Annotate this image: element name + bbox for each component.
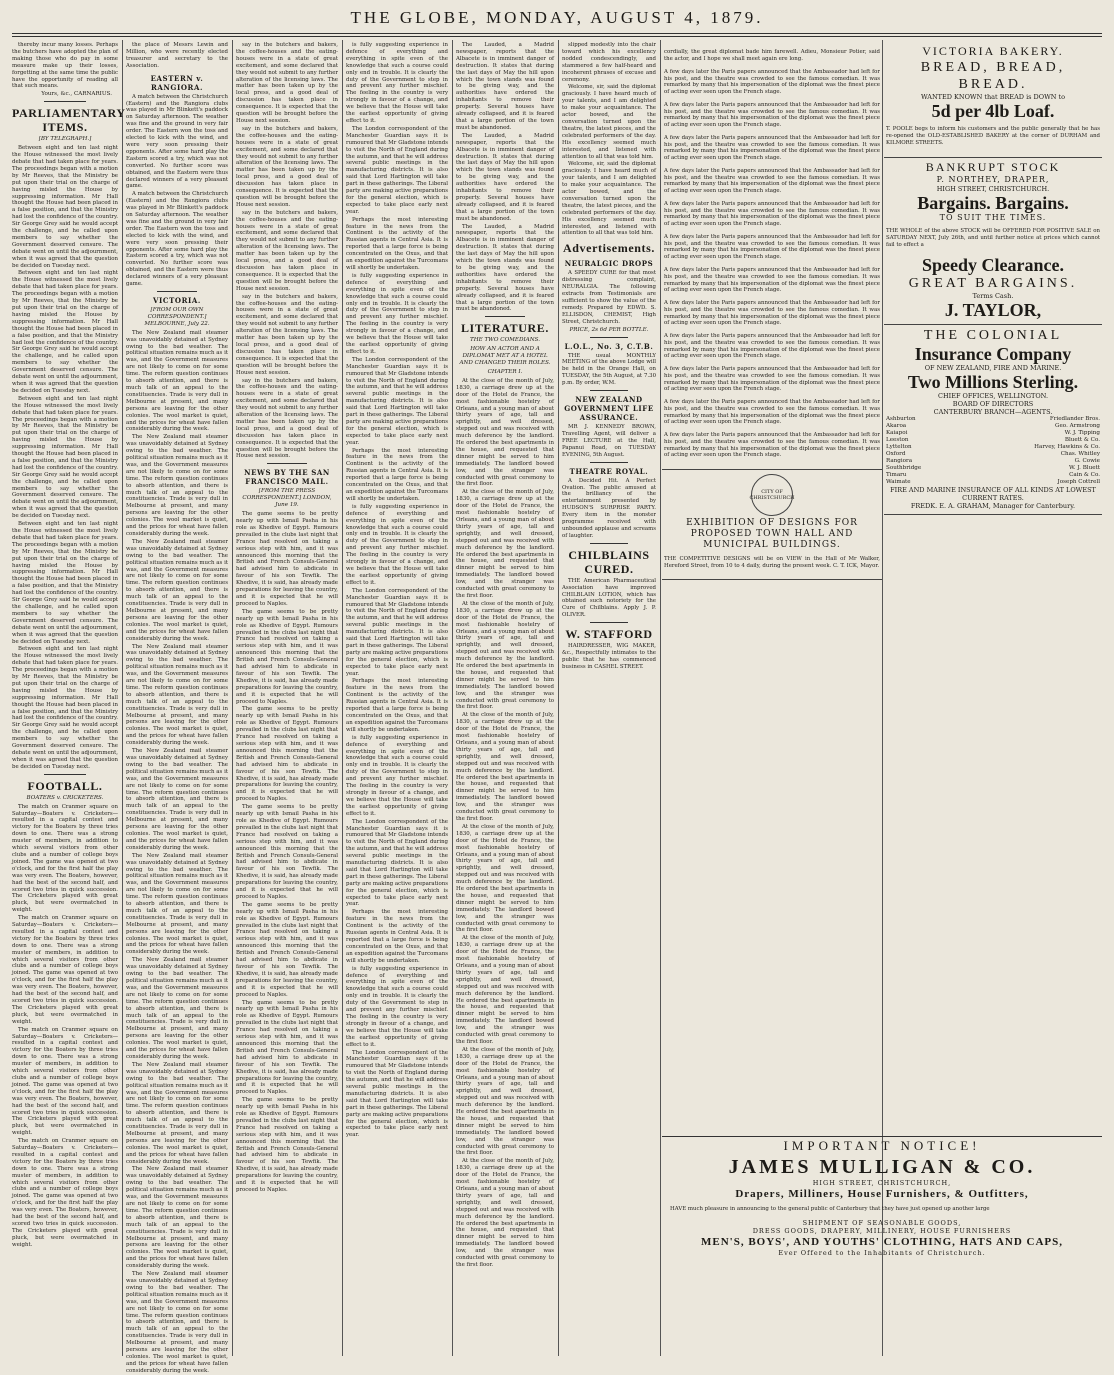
agent-town: Leeston bbox=[886, 436, 909, 443]
separator bbox=[44, 774, 86, 775]
victoria-text-9: The New Zealand mail steamer was unavoidably detained at Sydney owing to the bad weather. The political situation remains much as it was, and the Government measures are not likely to come on for some time. The reform question continues to absorb attention, and there is much talk of an appeal to the constituencies. Trade is very dull in Melbourne at present, and many persons are leaving for the other colonies. The wool market is quiet, and the prices for wheat have fallen considerably during the week. bbox=[126, 1166, 228, 1270]
mulligan-ad-address: HIGH STREET, CHRISTCHURCH, bbox=[812, 1179, 952, 1187]
victoria-heading: VICTORIA. bbox=[153, 296, 201, 305]
article-text: the place of Messrs Lewin and Million, who were recently elected treasurer and secretary to the Association. bbox=[126, 42, 228, 69]
column-2 bbox=[126, 42, 228, 1374]
agent-row bbox=[886, 472, 1100, 479]
bankrupt-stock-ad bbox=[884, 158, 1102, 325]
victoria-text-5: The New Zealand mail steamer was unavoidably detained at Sydney owing to the bad weather. The political situation remains much as it was, and the Government measures are not likely to come on for some time. The reform question continues to absorb attention, and there is much talk of an appeal to the constituencies. Trade is very dull in Melbourne at present, and many persons are leaving for the other colonies. The wool market is quiet, and the prices for wheat have fallen considerably during the week. bbox=[126, 748, 228, 851]
column-5 bbox=[456, 42, 554, 1354]
mulligan-ad-notice: IMPORTANT NOTICE! bbox=[783, 1138, 981, 1153]
bankrupt-ad-clearance: Speedy Clearance. bbox=[922, 254, 1064, 275]
story-text-7: A few days later the Paris papers announced that the Ambassador had left for his post, and the theatre was crowded to see the famous comedian. It was remarked by many that his impersonation of the diplomat was the finest piece of acting ever seen upon the French stage. bbox=[664, 233, 880, 261]
article-text-4: is fully suggesting experience in defence of everything and everything in spite even of the knowledge that such a course could only end in trouble. It is clearly the duty of the Government to step in and prevent any further mischief. The feeling in the country is very strongly in favour of a change, and we believe that the House will take the earliest opportunity of giving effect to it. bbox=[346, 272, 448, 355]
masthead bbox=[12, 8, 1102, 32]
bakery-ad-text: T. POOLE begs to inform his customers and the public generally that he has re-opened the OLD-ESTABLISHED BAKERY at the corner of DURHAM and KILMORE STREETS. bbox=[886, 126, 1100, 147]
article-text-11: The London correspondent of the Manchester Guardian says it is rumoured that Mr Gladstone intends to visit the North of England during the autumn, and that he will address several public meetings in the manufacturing districts. It is also said that Lord Hartington will take part in these gatherings. The Liberal party are making active preparations for the general election, which is expected to take place early next year. bbox=[346, 818, 448, 908]
article-text-3: The Lauded, a Madrid newspaper, reports that the Albacete is in imminent danger of destruction. It states that during the last days of May the hill upon which the town stands was found to be giving way, and the authorities have ordered the inhabitants to remove their property. Several houses have already collapsed, and it is feared that a large portion of the town must be abandoned. bbox=[456, 223, 554, 313]
football-subheading: BOATERS v. CRICKETERS. bbox=[26, 794, 104, 801]
news-heading: NEWS BY THE SAN FRANCISCO MAIL. bbox=[244, 468, 330, 487]
agent-name: W. J. Tipping bbox=[1064, 429, 1100, 436]
news-text-5: The game seems to be pretty nearly up with Ismail Pasha in his role as Khedive of Egypt. Rumours prevailed in the clubs last night that France had resolved on taking a serious step with him, and it was announced this morning that the British and French Consuls-General had advised him to abdicate in favour of his son Tewfik. The Khedive, it is said, has already made preparations for leaving the country, and it is expected that he will proceed to Naples. bbox=[236, 901, 338, 998]
news-text-3: The game seems to be pretty nearly up with Ismail Pasha in his role as Khedive of Egypt. Rumours prevailed in the clubs last night that France had resolved on taking a serious step with him, and it was announced this morning that the British and French Consuls-General had advised him to abdicate in favour of his son Tewfik. The Khedive, it is said, has already made preparations for leaving the country, and it is expected that he will proceed to Naples. bbox=[236, 706, 338, 803]
agent-town: Kaiapoi bbox=[886, 429, 908, 436]
news-text-7: The game seems to be pretty nearly up with Ismail Pasha in his role as Khedive of Egypt. Rumours prevailed in the clubs last night that France had resolved on taking a serious step with him, and it was announced this morning that the British and French Consuls-General had advised him to abdicate in favour of his son Tewfik. The Khedive, it is said, has already made preparations for leaving the country, and it is expected that he will proceed to Naples. bbox=[236, 1097, 338, 1193]
column-divider bbox=[452, 40, 453, 1356]
bakery-ad-title: VICTORIA BAKERY. bbox=[922, 44, 1064, 58]
masthead-rule-2 bbox=[12, 36, 1102, 37]
column-divider bbox=[122, 40, 123, 1356]
bankrupt-ad-title: BANKRUPT STOCK bbox=[925, 159, 1061, 174]
insurance-ad-manager: FREDK. E. A. GRAHAM, Manager for Canterbury. bbox=[910, 501, 1076, 510]
lodge-ad-text: THE usual MONTHLY MEETING of the above Lodge will be held in the Orange Hall, on TUESDAY, the 5th August, at 7.30 p.m. By order, W.M. bbox=[562, 352, 656, 387]
column-divider bbox=[660, 40, 661, 1356]
victoria-text-8: The New Zealand mail steamer was unavoidably detained at Sydney owing to the bad weather. The political situation remains much as it was, and the Government measures are not likely to come on for some time. The reform question continues to absorb attention, and there is much talk of an appeal to the constituencies. Trade is very dull in Melbourne at present, and many persons are leaving for the other colonies. The wool market is quiet, and the prices for wheat have fallen considerably during the week. bbox=[126, 1061, 228, 1165]
news-text-4: The game seems to be pretty nearly up with Ismail Pasha in his role as Khedive of Egypt. Rumours prevailed in the clubs last night that France had resolved on taking a serious step with him, and it was announced this morning that the British and French Consuls-General had advised him to abdicate in favour of his son Tewfik. The Khedive, it is said, has already made preparations for leaving the country, and it is expected that he will proceed to Naples. bbox=[236, 804, 338, 900]
separator bbox=[44, 101, 86, 102]
agent-row bbox=[886, 423, 1100, 430]
article-text: say in the butchers and bakers, the coffee-houses and the eating-houses were in a state of great excitement, and some declared that they would not submit to any further alteration of the licensing laws. The matter has been taken up by the local press, and a good deal of discussion has taken place in consequence. It is expected that the question will be brought before the House next session. bbox=[236, 42, 338, 124]
mulligan-ad bbox=[662, 1136, 1102, 1355]
agent-town: Southbridge bbox=[886, 464, 922, 471]
bankrupt-ad-great: GREAT BARGAINS. bbox=[908, 275, 1078, 291]
parliamentary-subheading: [BY TELEGRAPH.] bbox=[38, 136, 92, 143]
story-text-7: At the close of the month of July, 1830, a carriage drew up at the door of the Hotel de France, the most fashionable hostelry of Orleans, and a young man of about thirty years of age, tall and sprightly, and well dressed, stepped out and was received with much deference by the landlord. He ordered the best apartments in the house, and requested that dinner might be served to him immediately. The landlord bowed low, and the stranger was conducted with great ceremony to the first floor. bbox=[456, 1046, 554, 1157]
advertisements-heading: Advertisements. bbox=[563, 241, 655, 256]
insurance-ad-company: Insurance Company bbox=[914, 343, 1072, 364]
insurance-ad bbox=[884, 325, 1102, 515]
bakery-ad-price: 5d per 4lb Loaf. bbox=[931, 101, 1055, 121]
story-text-13: A few days later the Paris papers announced that the Ambassador had left for his post, and the theatre was crowded to see the famous comedian. It was remarked by many that his impersonation of the diplomat was the finest piece of acting ever seen upon the French stage. bbox=[664, 431, 880, 459]
insurance-ad-board: BOARD OF DIRECTORS bbox=[952, 399, 1034, 408]
agent-town: Ashburton bbox=[886, 415, 916, 422]
article-text-6: Perhaps the most interesting feature in the news from the Continent is the activity of the Russian agents in Central Asia. It is reported that a large force is being concentrated on the Oxus, and that an expedition against the Turcomans will shortly be undertaken. bbox=[346, 447, 448, 502]
mulligan-ad-goods: DRESS GOODS, DRAPERY, MILLINERY, HOUSE FURNISHERS bbox=[752, 1226, 1012, 1235]
article-text-5: The London correspondent of the Manchester Guardian says it is rumoured that Mr Gladstone intends to visit the North of England during the autumn, and that he will address several public meetings in the manufacturing districts. It is also said that Lord Hartington will take part in these gatherings. The Liberal party are making active preparations for the general election, which is expected to take place early next year. bbox=[346, 356, 448, 446]
story-text-5: A few days later the Paris papers announced that the Ambassador had left for his post, and the theatre was crowded to see the famous comedian. It was remarked by many that his impersonation of the diplomat was the finest piece of acting ever seen upon the French stage. bbox=[664, 167, 880, 195]
article-text-4: say in the butchers and bakers, the coffee-houses and the eating-houses were in a state of great excitement, and some declared that they would not submit to any further alteration of the licensing laws. The matter has been taken up by the local press, and a good deal of discussion has taken place in consequence. It is expected that the question will be brought before the House next session. bbox=[236, 293, 338, 376]
victoria-text-2: The New Zealand mail steamer was unavoidably detained at Sydney owing to the bad weather. The political situation remains much as it was, and the Government measures are not likely to come on for some time. The reform question continues to absorb attention, and there is much talk of an appeal to the constituencies. Trade is very dull in Melbourne at present, and many persons are leaving for the other colonies. The wool market is quiet, and the prices for wheat have fallen considerably during the week. bbox=[126, 434, 228, 537]
insurance-ad-offices: CHIEF OFFICES, WELLINGTON. bbox=[937, 391, 1049, 400]
separator bbox=[590, 462, 628, 463]
separator bbox=[590, 390, 628, 391]
story-text-4: At the close of the month of July, 1830, a carriage drew up at the door of the Hotel de France, the most fashionable hostelry of Orleans, and a young man of about thirty years of age, tall and sprightly, and well dressed, stepped out and was received with much deference by the landlord. He ordered the best apartments in the house, and requested that dinner might be served to him immediately. The landlord bowed low, and the stranger was conducted with great ceremony to the first floor. bbox=[456, 712, 554, 822]
football-text-2: The match on Cranmer square on Saturday—Boaters v. Cricketers—resulted in a capital contest and victory for the Boaters by three tries down to one. There was a strong muster of members, in addition to which several visitors from other clubs and a number of college boys joined. The game was opened at two o'clock, and for the first half the play was very even. The Boaters, however, had the best of the second half, and scored two tries in quick succession. The Cricketers played with great pluck, but were overmatched in weight. bbox=[12, 915, 118, 1025]
masthead-rule bbox=[12, 33, 1102, 34]
assurance-ad-text: MR J. KENNEDY BROWN, Travelling Agent, will deliver a FREE LECTURE at the Hall, Papanui Road, on TUESDAY EVENING, 5th August. bbox=[562, 424, 656, 458]
parliamentary-text: Between eight and ten last night the House witnessed the most lively debate that had taken place for years. The proceedings began with a motion by Mr Reeves, that the Ministry be put upon their trial on the charge of having misled the House by suppressing information. Mr Hall thought the House had been placed in a false position, and that the Ministry had lost the confidence of the country. Sir George Grey said he would accept the challenge, and he called upon members to say whether the Government deserved censure. The debate went on until the adjournment, when it was agreed that the question be decided on Tuesday next. bbox=[12, 145, 118, 269]
bakery-ad-notice: WANTED KNOWN that BREAD is DOWN to bbox=[920, 93, 1066, 101]
story-text-8: At the close of the month of July, 1830, a carriage drew up at the door of the Hotel de France, the most fashionable hostelry of Orleans, and a young man of about thirty years of age, tall and sprightly, and well dressed, stepped out and was received with much deference by the landlord. He ordered the best apartments in the house, and requested that dinner might be served to him immediately. The landlord bowed low, and the stranger was conducted with great ceremony to the first floor. bbox=[456, 1158, 554, 1268]
article-text-10: is fully suggesting experience in defence of everything and everything in spite even of the knowledge that such a course could only end in trouble. It is clearly the duty of the Government to step in and prevent any further mischief. The feeling in the country is very strongly in favour of a change, and we believe that the House will take the earliest opportunity of giving effect to it. bbox=[346, 734, 448, 817]
paper-title: THE GLOBE, bbox=[350, 8, 479, 27]
story-text: cordially, the great diplomat bade him farewell. Adieu, Monsieur Potier, said the actor, and I hope we shall meet again ere long. bbox=[664, 49, 880, 63]
agent-row bbox=[886, 416, 1100, 423]
agent-name: Friedlander Bros. bbox=[1049, 415, 1100, 422]
agent-name: Chas. Whitley bbox=[1060, 450, 1100, 457]
agent-name: Harvey, Hawkins & Co. bbox=[1034, 443, 1100, 450]
story-text: slipped modestly into the chair toward which his excellency nodded condescendingly, and stammered a few half-heard and incoherent phrases of excuse and ceremony. bbox=[562, 42, 656, 83]
story-text-5: At the close of the month of July, 1830, a carriage drew up at the door of the Hotel de France, the most fashionable hostelry of Orleans, and a young man of about thirty years of age, tall and sprightly, and well dressed, stepped out and was received with much deference by the landlord. He ordered the best apartments in the house, and requested that dinner might be served to him immediately. The landlord bowed low, and the stranger was conducted with great ceremony to the first floor. bbox=[456, 823, 554, 934]
bankrupt-ad-name: P. NORTHEY, DRAPER, bbox=[936, 174, 1050, 184]
article-text-2: say in the butchers and bakers, the coffee-houses and the eating-houses were in a state of great excitement, and some declared that they would not submit to any further alteration of the licensing laws. The matter has been taken up by the local press, and a good deal of discussion has taken place in consequence. It is expected that the question will be brought before the House next session. bbox=[236, 125, 338, 208]
agent-town: Timaru bbox=[886, 471, 907, 478]
match-text: A match between the Christchurch (Eastern) and the Rangiora clubs was played in Mr Blinkett's paddock on Saturday afternoon. The weather was fine and the ground in very fair order. The Eastern won the toss and elected to kick with the wind, and were very soon pressing their opponents. After some hard play the Eastern scored a try, which was not converted. No further score was obtained, and the Eastern were thus declared winners of a very pleasant game. bbox=[126, 93, 228, 190]
parliamentary-text-2: Between eight and ten last night the House witnessed the most lively debate that had taken place for years. The proceedings began with a motion by Mr Reeves, that the Ministry be put upon their trial on the charge of having misled the House by suppressing information. Mr Hall thought the House had been placed in a false position, and that the Ministry had lost the confidence of the country. Sir George Grey said he would accept the challenge, and he called upon members to say whether the Government deserved censure. The debate went on until the adjournment, when it was agreed that the question be decided on Tuesday next. bbox=[12, 270, 118, 394]
parliamentary-text-4: Between eight and ten last night the House witnessed the most lively debate that had taken place for years. The proceedings began with a motion by Mr Reeves, that the Ministry be put upon their trial on the charge of having misled the House by suppressing information. Mr Hall thought the House had been placed in a false position, and that the Ministry had lost the confidence of the country. Sir George Grey said he would accept the challenge, and he called upon members to say whether the Government deserved censure. The debate went on until the adjournment, when it was agreed that the question be decided on Tuesday next. bbox=[12, 521, 118, 645]
story-text-6: At the close of the month of July, 1830, a carriage drew up at the door of the Hotel de France, the most fashionable hostelry of Orleans, and a young man of about thirty years of age, tall and sprightly, and well dressed, stepped out and was received with much deference by the landlord. He ordered the best apartments in the house, and requested that dinner might be served to him immediately. The landlord bowed low, and the stranger was conducted with great ceremony to the first floor. bbox=[456, 935, 554, 1045]
agent-town: Rangiora bbox=[886, 457, 913, 464]
article-text-2: The London correspondent of the Manchester Guardian says it is rumoured that Mr Gladstone intends to visit the North of England during the autumn, and that he will address several public meetings in the manufacturing districts. It is also said that Lord Hartington will take part in these gatherings. The Liberal party are making active preparations for the general election, which is expected to take place early next year. bbox=[346, 125, 448, 215]
neuralgic-ad-text: A SPEEDY CURE for that most distressing complaint, NEURALGIA. The following extracts from Testimonials are sufficient to show the value of the remedy. Prepared by EDWD. S. ELLISDON, CHEMIST, High Street, Christchurch. bbox=[562, 270, 656, 325]
column-divider bbox=[342, 40, 343, 1356]
agent-name: Geo. Armstrong bbox=[1055, 422, 1100, 429]
separator bbox=[590, 337, 628, 338]
mulligan-ad-text: HAVE much pleasure in announcing to the general public of Canterbury that they have just opened up another large bbox=[670, 1206, 990, 1213]
news-text: The game seems to be pretty nearly up with Ismail Pasha in his role as Khedive of Egypt. Rumours prevailed in the clubs last night that France had resolved on taking a serious step with him, and it was announced this morning that the British and French Consuls-General had advised him to abdicate in favour of his son Tewfik. The Khedive, it is said, has already made preparations for leaving the country, and it is expected that he will proceed to Naples. bbox=[236, 511, 338, 607]
column-divider bbox=[232, 40, 233, 1356]
separator bbox=[590, 622, 628, 623]
victoria-subheading: [FROM OUR OWN CORRESPONDENT.] MELBOURNE, July 22. bbox=[144, 307, 210, 327]
article-text-12: Perhaps the most interesting feature in the news from the Continent is the activity of the Russian agents in Central Asia. It is reported that a large force is being concentrated on the Oxus, and that an expedition against the Turcomans will shortly be undertaken. bbox=[346, 909, 448, 964]
town-hall-ad-title: EXHIBITION OF DESIGNS FOR PROPOSED TOWN HALL AND MUNICIPAL BUILDINGS. bbox=[686, 517, 858, 550]
football-text-3: The match on Cranmer square on Saturday—Boaters v. Cricketers—resulted in a capital contest and victory for the Boaters by three tries down to one. There was a strong muster of members, in addition to which several visitors from other clubs and a number of college boys joined. The game was opened at two o'clock, and for the first half the play was very even. The Boaters, however, had the best of the second half, and scored two tries in quick succession. The Cricketers played with great pluck, but were overmatched in weight. bbox=[12, 1026, 118, 1137]
agent-row bbox=[886, 458, 1100, 465]
football-heading: FOOTBALL. bbox=[27, 778, 103, 793]
insurance-ad-agents-heading: CANTERBURY BRANCH—AGENTS. bbox=[933, 407, 1053, 416]
column-3 bbox=[236, 42, 338, 1354]
chapter-label: CHAPTER I. bbox=[487, 368, 523, 375]
article-text-2: The Lauded, a Madrid newspaper, reports that the Albacete is in imminent danger of destruction. It states that during the last days of May the hill upon which the town stands was found to be giving way, and the authorities have ordered the inhabitants to remove their property. Several houses have already collapsed, and it is feared that a large portion of the town must be abandoned. bbox=[456, 132, 554, 222]
letter-text: thereby incur many losses. Perhaps the butchers have adopted the plan of making those who do pay in some measure make up their losses, forgetting at the same time the public have the opportunity of reading all that such means. bbox=[12, 42, 118, 90]
parliamentary-text-3: Between eight and ten last night the House witnessed the most lively debate that had taken place for years. The proceedings began with a motion by Mr Reeves, that the Ministry be put upon their trial on the charge of having misled the House by suppressing information. Mr Hall thought the House had been placed in a false position, and that the Ministry had lost the confidence of the country. Sir George Grey said he would accept the challenge, and he called upon members to say whether the Government deserved censure. The debate went on until the adjournment, when it was agreed that the question be decided on Tuesday next. bbox=[12, 395, 118, 520]
column-4 bbox=[346, 42, 448, 1354]
agent-name: Cain & Co. bbox=[1069, 471, 1100, 478]
agent-row bbox=[886, 479, 1100, 486]
victoria-text-7: The New Zealand mail steamer was unavoidably detained at Sydney owing to the bad weather. The political situation remains much as it was, and the Government measures are not likely to come on for some time. The reform question continues to absorb attention, and there is much talk of an appeal to the constituencies. Trade is very dull in Melbourne at present, and many persons are leaving for the other colonies. The wool market is quiet, and the prices for wheat have fallen considerably during the week. bbox=[126, 957, 228, 1060]
news-text-6: The game seems to be pretty nearly up with Ismail Pasha in his role as Khedive of Egypt. Rumours prevailed in the clubs last night that France had resolved on taking a serious step with him, and it was announced this morning that the British and French Consuls-General had advised him to abdicate in favour of his son Tewfik. The Khedive, it is said, has already made preparations for leaving the country, and it is expected that he will proceed to Naples. bbox=[236, 999, 338, 1096]
bankrupt-ad-times: TO SUIT THE TIMES. bbox=[939, 212, 1047, 222]
column-1 bbox=[12, 42, 126, 1354]
story-title: THE TWO COMEDIANS. bbox=[469, 337, 541, 344]
town-hall-ad-text: THE COMPETITIVE DESIGNS will be on VIEW in the Hall of Mr Walker, Hereford Street, from 10 to 4 daily, during the present week. C. T. ICK, Mayor. bbox=[664, 556, 880, 570]
news-text-2: The game seems to be pretty nearly up with Ismail Pasha in his role as Khedive of Egypt. Rumours prevailed in the clubs last night that France had resolved on taking a serious step with him, and it was announced this morning that the British and French Consuls-General had advised him to abdicate in favour of his son Tewfik. The Khedive, it is said, has already made preparations for leaving the country, and it is expected that he will proceed to Naples. bbox=[236, 608, 338, 705]
agent-name: G. Cowie bbox=[1074, 457, 1100, 464]
theatre-ad-title: THEATRE ROYAL. bbox=[569, 466, 649, 476]
bankrupt-ad-text: THE WHOLE of the above STOCK will be OFFERED FOR POSITIVE SALE on SATURDAY NEXT, July 26th, and until further notice at prices which cannot fail to effect a bbox=[886, 228, 1100, 249]
agent-row bbox=[886, 451, 1100, 458]
victoria-text: The New Zealand mail steamer was unavoidably detained at Sydney owing to the bad weather. The political situation remains much as it was, and the Government measures are not likely to come on for some time. The reform question continues to absorb attention, and there is much talk of an appeal to the constituencies. Trade is very dull in Melbourne at present, and many persons are leaving for the other colonies. The wool market is quiet, and the prices for wheat have fallen considerably during the week. bbox=[126, 329, 228, 433]
agent-name: W. J. Bluett bbox=[1069, 464, 1100, 471]
separator bbox=[157, 291, 198, 292]
story-continuation bbox=[662, 42, 882, 470]
story-text-12: A few days later the Paris papers announced that the Ambassador had left for his post, and the theatre was crowded to see the famous comedian. It was remarked by many that his impersonation of the diplomat was the finest piece of acting ever seen upon the French stage. bbox=[664, 398, 880, 426]
letter-signature: Yours, &c., CARNARIUS. bbox=[41, 91, 112, 98]
separator bbox=[267, 463, 308, 464]
agent-row bbox=[886, 430, 1100, 437]
insurance-ad-rates: FIRE AND MARINE INSURANCE OF ALL KINDS AT LOWEST CURRENT RATES. bbox=[890, 485, 1096, 502]
story-text-8: A few days later the Paris papers announced that the Ambassador had left for his post, and the theatre was crowded to see the famous comedian. It was remarked by many that his impersonation of the diplomat was the finest piece of acting ever seen upon the French stage. bbox=[664, 266, 880, 294]
bankrupt-ad-bargains: Bargains. Bargains. bbox=[917, 192, 1069, 213]
parliamentary-text-5: Between eight and ten last night the House witnessed the most lively debate that had taken place for years. The proceedings began with a motion by Mr Reeves, that the Ministry be put upon their trial on the charge of having misled the House by suppressing information. Mr Hall thought the House had been placed in a false position, and that the Ministry had lost the confidence of the country. Sir George Grey said he would accept the challenge, and he called upon members to say whether the Government deserved censure. The debate went on until the adjournment, when it was agreed that the question be decided on Tuesday next. bbox=[12, 646, 118, 770]
agent-row bbox=[886, 437, 1100, 444]
mulligan-ad-shipment: SHIPMENT OF SEASONABLE GOODS, bbox=[802, 1218, 962, 1227]
mulligan-ad-trades: Drapers, Milliners, House Furnishers, & Outfitters, bbox=[735, 1188, 1029, 1200]
assurance-ad-title: NEW ZEALAND GOVERNMENT LIFE ASSURANCE. bbox=[564, 395, 654, 423]
agent-row bbox=[886, 444, 1100, 451]
story-text-3: Welcome, sir, said the diplomat graciously. I have heard much of your talents, and I am delighted to make your acquaintance. The actor bowed, and the conversation turned upon the theatre, the latest pieces, and the celebrated performers of the day. His excellency seemed much interested, and listened with attention to all that was told him. bbox=[562, 161, 656, 237]
football-text: The match on Cranmer square on Saturday—Boaters v. Cricketers—resulted in a capital contest and victory for the Boaters by three tries down to one. There was a strong muster of members, in addition to which several visitors from other clubs and a number of college boys joined. The game was opened at two o'clock, and for the first half the play was very even. The Boaters, however, had the best of the second half, and scored two tries in quick succession. The Cricketers played with great pluck, but were overmatched in weight. bbox=[12, 803, 118, 914]
victoria-text-3: The New Zealand mail steamer was unavoidably detained at Sydney owing to the bad weather. The political situation remains much as it was, and the Government measures are not likely to come on for some time. The reform question continues to absorb attention, and there is much talk of an appeal to the constituencies. Trade is very dull in Melbourne at present, and many persons are leaving for the other colonies. The wool market is quiet, and the prices for wheat have fallen considerably during the week. bbox=[126, 538, 228, 642]
victoria-text-4: The New Zealand mail steamer was unavoidably detained at Sydney owing to the bad weather. The political situation remains much as it was, and the Government measures are not likely to come on for some time. The reform question continues to absorb attention, and there is much talk of an appeal to the constituencies. Trade is very dull in Melbourne at present, and many persons are leaving for the other colonies. The wool market is quiet, and the prices for wheat have fallen considerably during the week. bbox=[126, 643, 228, 747]
parliamentary-heading: PARLIAMENTARY ITEMS. bbox=[12, 106, 126, 135]
agent-town: Oxford bbox=[886, 450, 906, 457]
story-text-2: A few days later the Paris papers announced that the Ambassador had left for his post, and the theatre was crowded to see the famous comedian. It was remarked by many that his impersonation of the diplomat was the finest piece of acting ever seen upon the French stage. bbox=[664, 68, 880, 96]
separator bbox=[590, 543, 628, 544]
column-divider bbox=[558, 40, 559, 1356]
story-text-11: A few days later the Paris papers announced that the Ambassador had left for his post, and the theatre was crowded to see the famous comedian. It was remarked by many that his impersonation of the diplomat was the finest piece of acting ever seen upon the French stage. bbox=[664, 365, 880, 393]
story-text-9: A few days later the Paris papers announced that the Ambassador had left for his post, and the theatre was crowded to see the famous comedian. It was remarked by many that his impersonation of the diplomat was the finest piece of acting ever seen upon the French stage. bbox=[664, 299, 880, 327]
agent-town: Waimate bbox=[886, 478, 911, 485]
mulligan-ad-clothing: MEN'S, BOYS', AND YOUTHS' CLOTHING, HATS AND CAPS, bbox=[700, 1235, 1064, 1248]
bakery-ad bbox=[884, 42, 1102, 158]
agent-name: Joseph Cottrell bbox=[1057, 478, 1100, 485]
theatre-ad-text: A Decided Hit. A Perfect Ovation. The public amused at the brilliancy of the entertainment presented by HUDSON'S SURPRISE PARTY. Every item in the monster programme received with unbounded applause and screams of laughter. bbox=[562, 477, 656, 539]
article-text-14: The London correspondent of the Manchester Guardian says it is rumoured that Mr Gladstone intends to visit the North of England during the autumn, and that he will address several public meetings in the manufacturing districts. It is also said that Lord Hartington will take part in these gatherings. The Liberal party are making active preparations for the general election, which is expected to take place early next year. bbox=[346, 1049, 448, 1139]
agent-town: Akaroa bbox=[886, 422, 907, 429]
city-seal: CITY OF CHRISTCHURCH bbox=[751, 474, 793, 516]
agent-row bbox=[886, 465, 1100, 472]
bankrupt-ad-address: HIGH STREET, CHRISTCHURCH. bbox=[936, 184, 1050, 193]
bankrupt-ad-terms: Terms Cash. bbox=[972, 291, 1014, 300]
column-6 bbox=[562, 42, 656, 1354]
story-text-3: A few days later the Paris papers announced that the Ambassador had left for his post, and the theatre was crowded to see the famous comedian. It was remarked by many that his impersonation of the diplomat was the finest piece of acting ever seen upon the French stage. bbox=[664, 101, 880, 129]
article-text-3: say in the butchers and bakers, the coffee-houses and the eating-houses were in a state of great excitement, and some declared that they would not submit to any further alteration of the licensing laws. The matter has been taken up by the local press, and a good deal of discussion has taken place in consequence. It is expected that the question will be brought before the House next session. bbox=[236, 209, 338, 292]
article-text-7: is fully suggesting experience in defence of everything and everything in spite even of the knowledge that such a course could only end in trouble. It is clearly the duty of the Government to step in and prevent any further mischief. The feeling in the country is very strongly in favour of a change, and we believe that the House will take the earliest opportunity of giving effect to it. bbox=[346, 503, 448, 586]
article-text-9: Perhaps the most interesting feature in the news from the Continent is the activity of the Russian agents in Central Asia. It is reported that a large force is being concentrated on the Oxus, and that an expedition against the Turcomans will shortly be undertaken. bbox=[346, 678, 448, 733]
bakery-ad-bread: BREAD, BREAD, BREAD. bbox=[920, 60, 1066, 92]
story-subtitle: HOW AN ACTOR AND A DIPLOMAT MET AT A HOTEL AND CHANGED THEIR ROLES. bbox=[459, 346, 551, 367]
story-text-2: At the close of the month of July, 1830, a carriage drew up at the door of the Hotel de France, the most fashionable hostelry of Orleans, and a young man of about thirty years of age, tall and sprightly, and well dressed, stepped out and was received with much deference by the landlord. He ordered the best apartments in the house, and requested that dinner might be served to him immediately. The landlord bowed low, and the stranger was conducted with great ceremony to the first floor. bbox=[456, 489, 554, 599]
neuralgic-ad-price: PRICE, 2s 6d PER BOTTLE. bbox=[569, 326, 649, 333]
chilblains-ad-title: CHILBLAINS CURED. bbox=[568, 547, 650, 576]
article-text-5: say in the butchers and bakers, the coffee-houses and the eating-houses were in a state of great excitement, and some declared that they would not submit to any further alteration of the licensing laws. The matter has been taken up by the local press, and a good deal of discussion has taken place in consequence. It is expected that the question will be brought before the House next session. bbox=[236, 377, 338, 460]
news-subheading: [FROM THE PRESS CORRESPONDENT.] LONDON, June 19. bbox=[242, 488, 332, 509]
agent-town: Lyttelton bbox=[886, 443, 912, 450]
stafford-ad-title: W. STAFFORD bbox=[565, 627, 653, 642]
story-text-10: A few days later the Paris papers announced that the Ambassador had left for his post, and the theatre was crowded to see the famous comedian. It was remarked by many that his impersonation of the diplomat was the finest piece of acting ever seen upon the French stage. bbox=[664, 332, 880, 360]
neuralgic-ad-title: NEURALGIC DROPS bbox=[564, 259, 654, 269]
stafford-ad-text: HAIRDRESSER, WIG MAKER, &c., Respectfully intimates to the public that he has commenced business in CASHEL STREET. bbox=[562, 643, 656, 670]
match-text-2: A match between the Christchurch (Eastern) and the Rangiora clubs was played in Mr Blinkett's paddock on Saturday afternoon. The weather was fine and the ground in very fair order. The Eastern won the toss and elected to kick with the wind, and were very soon pressing their opponents. After some hard play the Eastern scored a try, which was not converted. No further score was obtained, and the Eastern were thus declared winners of a very pleasant game. bbox=[126, 191, 228, 288]
lodge-ad-title: L.O.L., No. 3, C.T.B. bbox=[564, 341, 654, 351]
article-text: The Lauded, a Madrid newspaper, reports that the Albacete is in imminent danger of destruction. It states that during the last days of May the hill upon which the town stands was found to be giving way, and the authorities have ordered the inhabitants to remove their property. Several houses have already collapsed, and it is feared that a large portion of the town must be abandoned. bbox=[456, 42, 554, 131]
article-text-3: Perhaps the most interesting feature in the news from the Continent is the activity of the Russian agents in Central Asia. It is reported that a large force is being concentrated on the Oxus, and that an expedition against the Turcomans will shortly be undertaken. bbox=[346, 216, 448, 271]
article-text-8: The London correspondent of the Manchester Guardian says it is rumoured that Mr Gladstone intends to visit the North of England during the autumn, and that he will address several public meetings in the manufacturing districts. It is also said that Lord Hartington will take part in these gatherings. The Liberal party are making active preparations for the general election, which is expected to take place early next year. bbox=[346, 587, 448, 677]
victoria-text-6: The New Zealand mail steamer was unavoidably detained at Sydney owing to the bad weather. The political situation remains much as it was, and the Government measures are not likely to come on for some time. The reform question continues to absorb attention, and there is much talk of an appeal to the constituencies. Trade is very dull in Melbourne at present, and many persons are leaving for the other colonies. The wool market is quiet, and the prices for wheat have fallen considerably during the week. bbox=[126, 852, 228, 956]
mulligan-ad-footer: Ever Offered to the Inhabitants of Christchurch. bbox=[778, 1248, 986, 1257]
literature-heading: LITERATURE. bbox=[460, 321, 550, 336]
article-text-13: is fully suggesting experience in defence of everything and everything in spite even of the knowledge that such a course could only end in trouble. It is clearly the duty of the Government to step in and prevent any further mischief. The feeling in the country is very strongly in favour of a change, and we believe that the House will take the earliest opportunity of giving effect to it. bbox=[346, 965, 448, 1048]
bankrupt-ad-merchant: J. TAYLOR, bbox=[944, 299, 1042, 320]
insurance-ad-type: OF NEW ZEALAND, FIRE AND MARINE. bbox=[924, 363, 1062, 372]
agent-name: Bluett & Co. bbox=[1064, 436, 1100, 443]
paper-date: MONDAY, AUGUST 4, 1879. bbox=[486, 8, 764, 27]
agents-table bbox=[886, 416, 1100, 486]
story-text-3: At the close of the month of July, 1830, a carriage drew up at the door of the Hotel de France, the most fashionable hostelry of Orleans, and a young man of about thirty years of age, tall and sprightly, and well dressed, stepped out and was received with much deference by the landlord. He ordered the best apartments in the house, and requested that dinner might be served to him immediately. The landlord bowed low, and the stranger was conducted with great ceremony to the first floor. bbox=[456, 600, 554, 711]
match-heading: EASTERN v. RANGIORA. bbox=[150, 73, 204, 92]
story-text-2: Welcome, sir, said the diplomat graciously. I have heard much of your talents, and I am delighted to make your acquaintance. The actor bowed, and the conversation turned upon the theatre, the latest pieces, and the celebrated performers of the day. His excellency seemed much interested, and listened with attention to all that was told him. bbox=[562, 84, 656, 160]
article-text: is fully suggesting experience in defence of everything and everything in spite even of the knowledge that such a course could only end in trouble. It is clearly the duty of the Government to step in and prevent any further mischief. The feeling in the country is very strongly in favour of a change, and we believe that the House will take the earliest opportunity of giving effect to it. bbox=[346, 42, 448, 124]
separator bbox=[485, 316, 524, 317]
story-text: At the close of the month of July, 1830, a carriage drew up at the door of the Hotel de France, the most fashionable hostelry of Orleans, and a young man of about thirty years of age, tall and sprightly, and well dressed, stepped out and was received with much deference by the landlord. He ordered the best apartments in the house, and requested that dinner might be served to him immediately. The landlord bowed low, and the stranger was conducted with great ceremony to the first floor. bbox=[456, 377, 554, 488]
insurance-ad-capital: Two Millions Sterling. bbox=[907, 371, 1079, 392]
town-hall-ad bbox=[662, 470, 882, 581]
insurance-ad-title: THE COLONIAL bbox=[923, 327, 1063, 343]
mulligan-ad-name: JAMES MULLIGAN & CO. bbox=[728, 1156, 1036, 1178]
victoria-text-10: The New Zealand mail steamer was unavoidably detained at Sydney owing to the bad weather. The political situation remains much as it was, and the Government measures are not likely to come on for some time. The reform question continues to absorb attention, and there is much talk of an appeal to the constituencies. Trade is very dull in Melbourne at present, and many persons are leaving for the other colonies. The wool market is quiet, and the prices for wheat have fallen considerably during the week. bbox=[126, 1271, 228, 1374]
story-text-6: A few days later the Paris papers announced that the Ambassador had left for his post, and the theatre was crowded to see the famous comedian. It was remarked by many that his impersonation of the diplomat was the finest piece of acting ever seen upon the French stage. bbox=[664, 200, 880, 228]
chilblains-ad-text: THE American Pharmaceutical Association have improved CHILBLAIN LOTION, which has obtained such notoriety for the Cure of Chilblains. Apply J. P. OLIVER. bbox=[562, 577, 656, 619]
football-text-4: The match on Cranmer square on Saturday—Boaters v. Cricketers—resulted in a capital contest and victory for the Boaters by three tries down to one. There was a strong muster of members, in addition to which several visitors from other clubs and a number of college boys joined. The game was opened at two o'clock, and for the first half the play was very even. The Boaters, however, had the best of the second half, and scored two tries in quick succession. The Cricketers played with great pluck, but were overmatched in weight. bbox=[12, 1138, 118, 1248]
story-text-4: A few days later the Paris papers announced that the Ambassador had left for his post, and the theatre was crowded to see the famous comedian. It was remarked by many that his impersonation of the diplomat was the finest piece of acting ever seen upon the French stage. bbox=[664, 134, 880, 162]
